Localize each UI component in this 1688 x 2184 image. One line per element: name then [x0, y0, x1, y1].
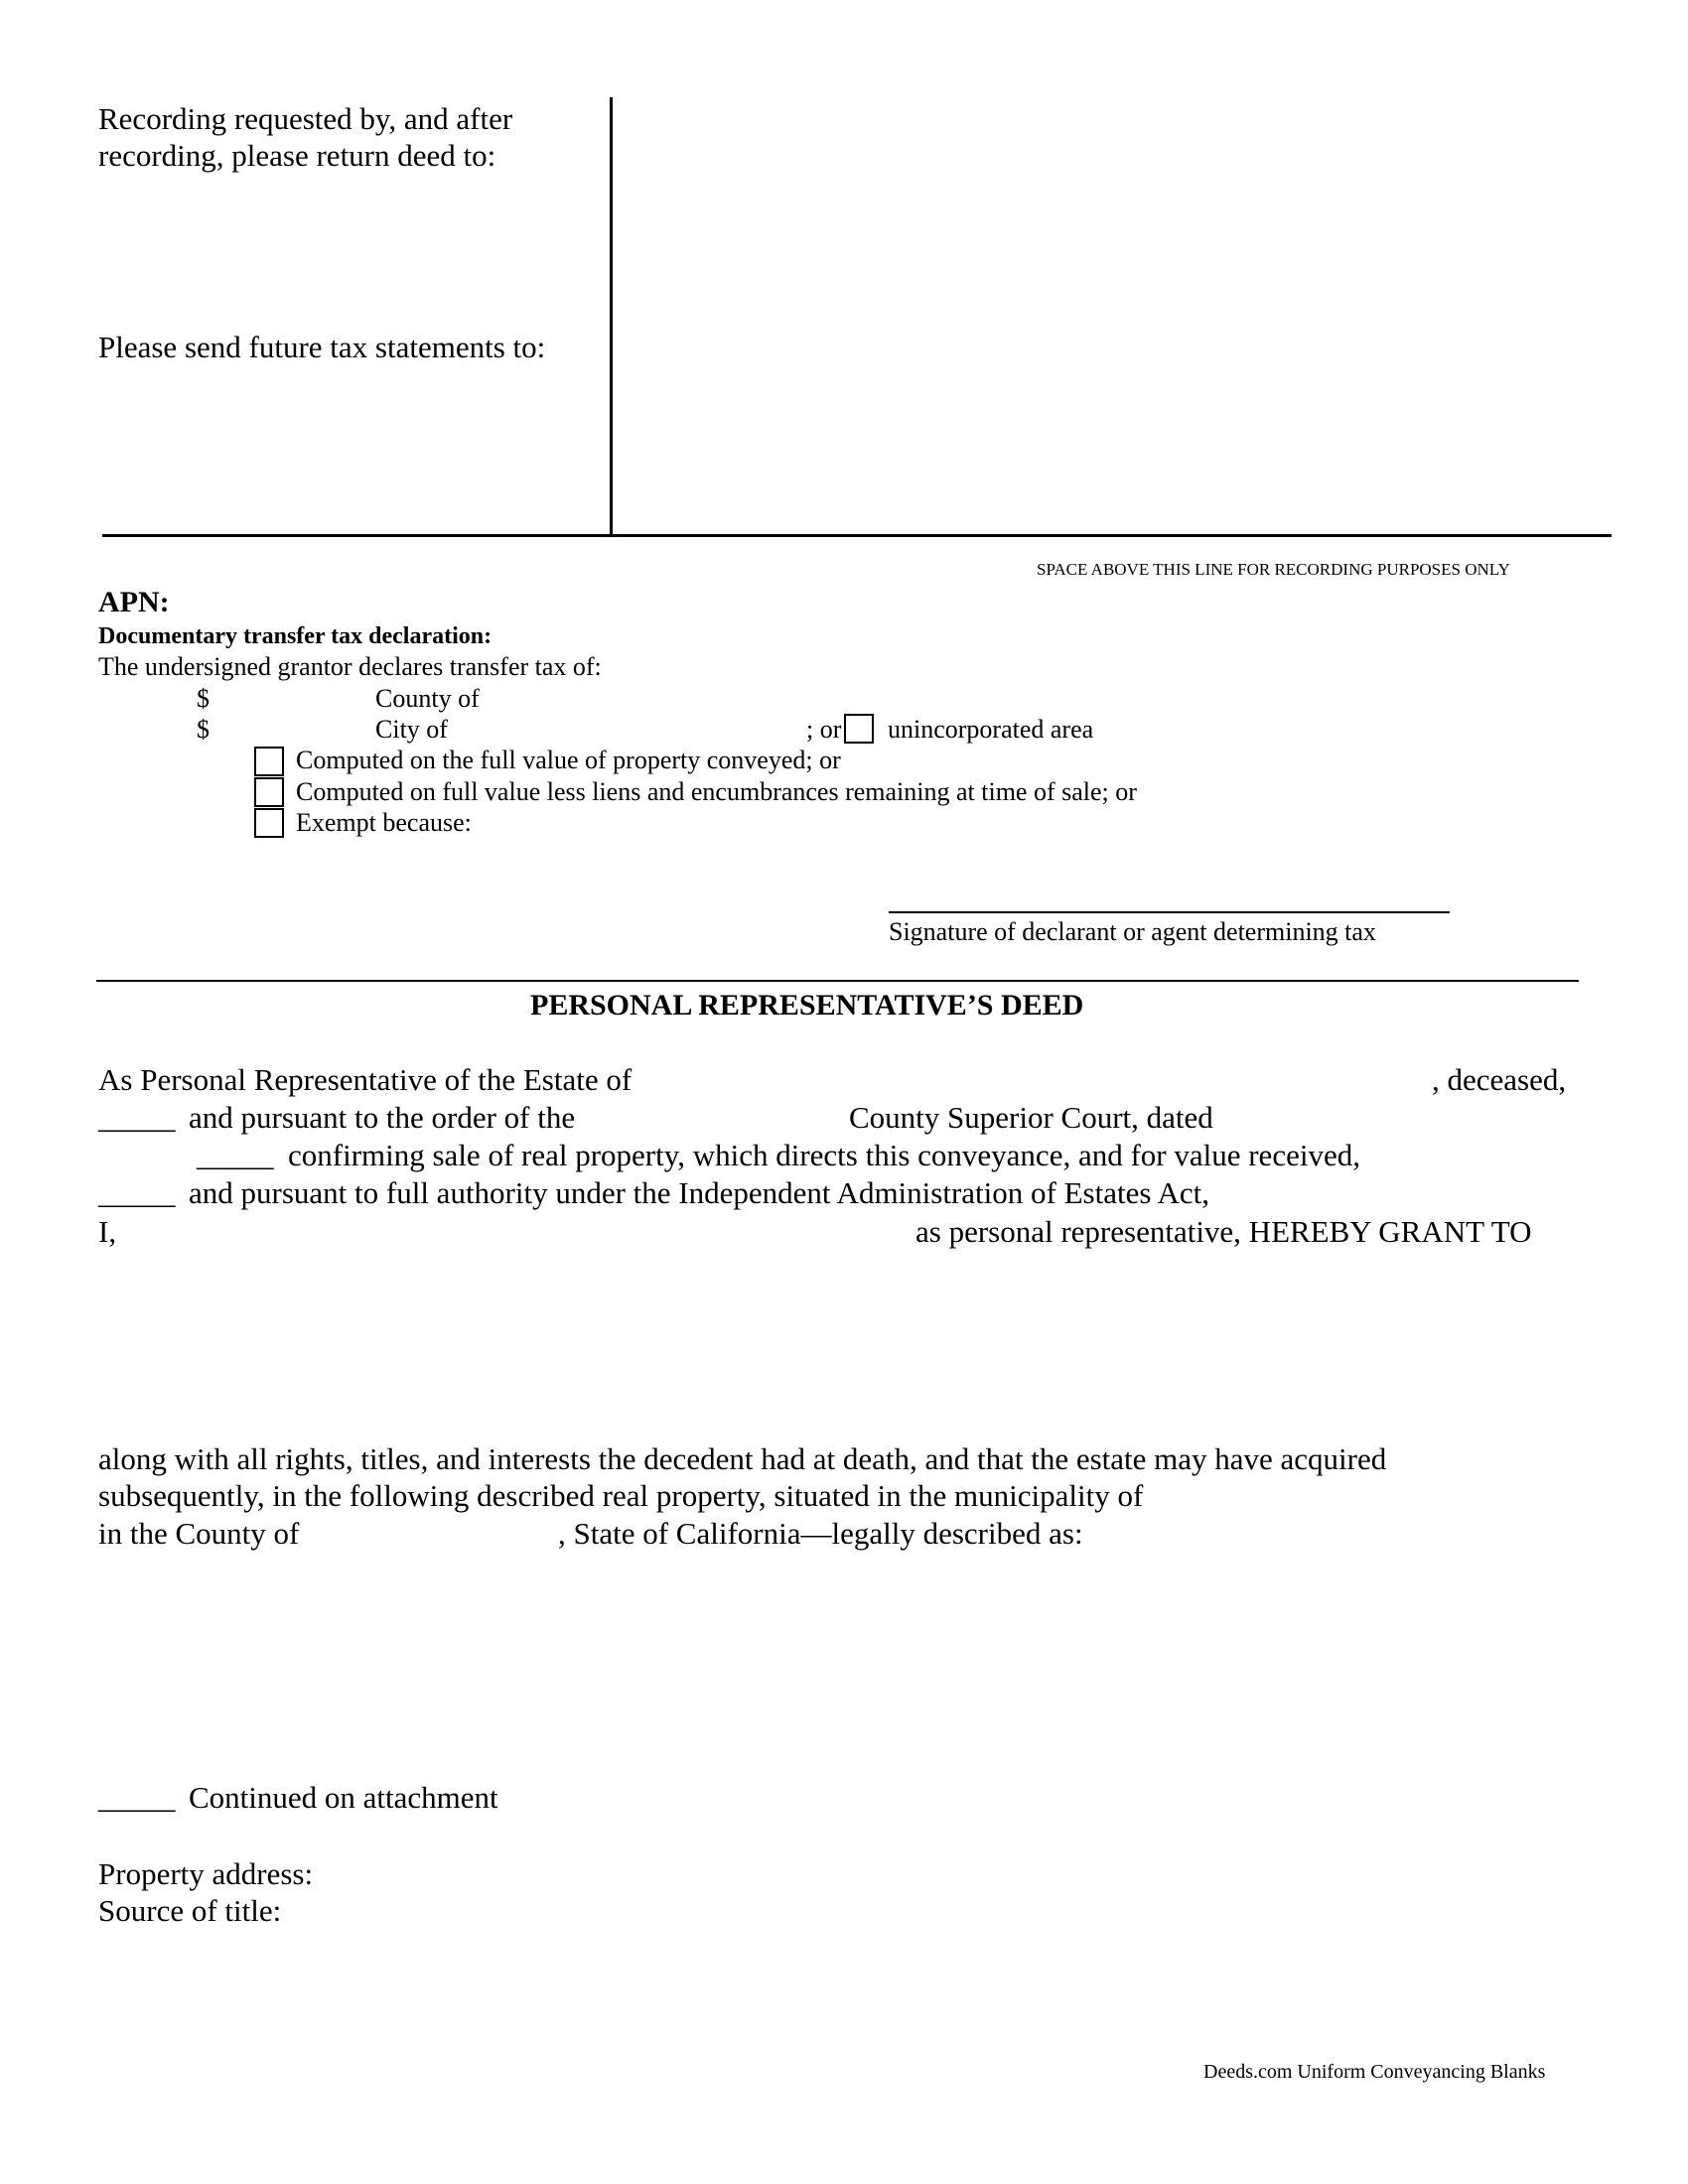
full-authority-text: and pursuant to full authority under the Independent Administration of Estates Act, — [189, 1175, 1209, 1210]
confirming-sale-text: confirming sale of real property, which directs this conveyance, and for value received, — [288, 1138, 1360, 1172]
recording-space-line — [102, 534, 1612, 537]
county-of-text: in the County of — [98, 1516, 300, 1551]
estate-of-text: As Personal Representative of the Estate of — [98, 1062, 633, 1097]
court-order-text: and pursuant to the order of the — [189, 1100, 576, 1135]
rights-text-line2: subsequently, in the following described real property, situated in the municipality of — [98, 1478, 1144, 1513]
tax-intro-text: The undersigned grantor declares transfer tax of: — [98, 652, 602, 681]
recording-return-text: recording, please return deed to: — [98, 138, 496, 173]
county-label: County of — [375, 684, 480, 713]
city-label: City of — [375, 715, 448, 744]
full-authority-blank[interactable]: _____ — [98, 1175, 176, 1210]
full-value-label: Computed on the full value of property conveyed; or — [296, 746, 841, 774]
unincorporated-checkbox[interactable] — [844, 714, 874, 744]
court-order-blank[interactable]: _____ — [98, 1100, 176, 1135]
source-of-title-label: Source of title: — [98, 1893, 282, 1928]
tax-statements-text: Please send future tax statements to: — [98, 330, 546, 364]
tax-declaration-heading: Documentary transfer tax declaration: — [98, 623, 492, 649]
full-value-checkbox[interactable] — [254, 747, 284, 776]
or-label: ; or — [806, 715, 842, 744]
recording-requested-text: Recording requested by, and after — [98, 101, 513, 136]
continued-text: Continued on attachment — [189, 1780, 498, 1815]
hereby-grant-text: as personal representative, HEREBY GRANT TO — [915, 1214, 1532, 1249]
city-dollar-sign: $ — [197, 715, 210, 744]
space-above-note: SPACE ABOVE THIS LINE FOR RECORDING PURPOSES ONLY — [1037, 560, 1510, 579]
footer-credit: Deeds.com Uniform Conveyancing Blanks — [1203, 2061, 1546, 2083]
section-divider — [96, 980, 1579, 982]
declarant-signature-label: Signature of declarant or agent determining tax — [889, 917, 1376, 946]
header-vertical-divider — [610, 97, 613, 536]
declarant-signature-line[interactable] — [889, 911, 1450, 913]
exempt-label: Exempt because: — [296, 808, 472, 837]
rights-text-line1: along with all rights, titles, and interests the decedent had at death, and that the estate may have acquired — [98, 1441, 1387, 1476]
less-liens-label: Computed on full value less liens and encumbrances remaining at time of sale; or — [296, 777, 1137, 806]
grantor-prefix: I, — [98, 1214, 117, 1249]
confirming-sale-blank[interactable]: _____ — [197, 1138, 274, 1172]
less-liens-checkbox[interactable] — [254, 777, 284, 807]
continued-blank[interactable]: _____ — [98, 1780, 176, 1815]
property-address-label: Property address: — [98, 1856, 314, 1891]
deed-title: PERSONAL REPRESENTATIVE’S DEED — [530, 989, 1084, 1022]
unincorporated-label: unincorporated area — [888, 715, 1094, 744]
deceased-text: , deceased, — [1432, 1062, 1567, 1097]
county-dollar-sign: $ — [197, 684, 210, 713]
apn-label: APN: — [98, 586, 170, 618]
exempt-checkbox[interactable] — [254, 808, 284, 838]
state-of-california-text: , State of California—legally described as: — [558, 1516, 1083, 1551]
superior-court-text: County Superior Court, dated — [849, 1100, 1213, 1135]
